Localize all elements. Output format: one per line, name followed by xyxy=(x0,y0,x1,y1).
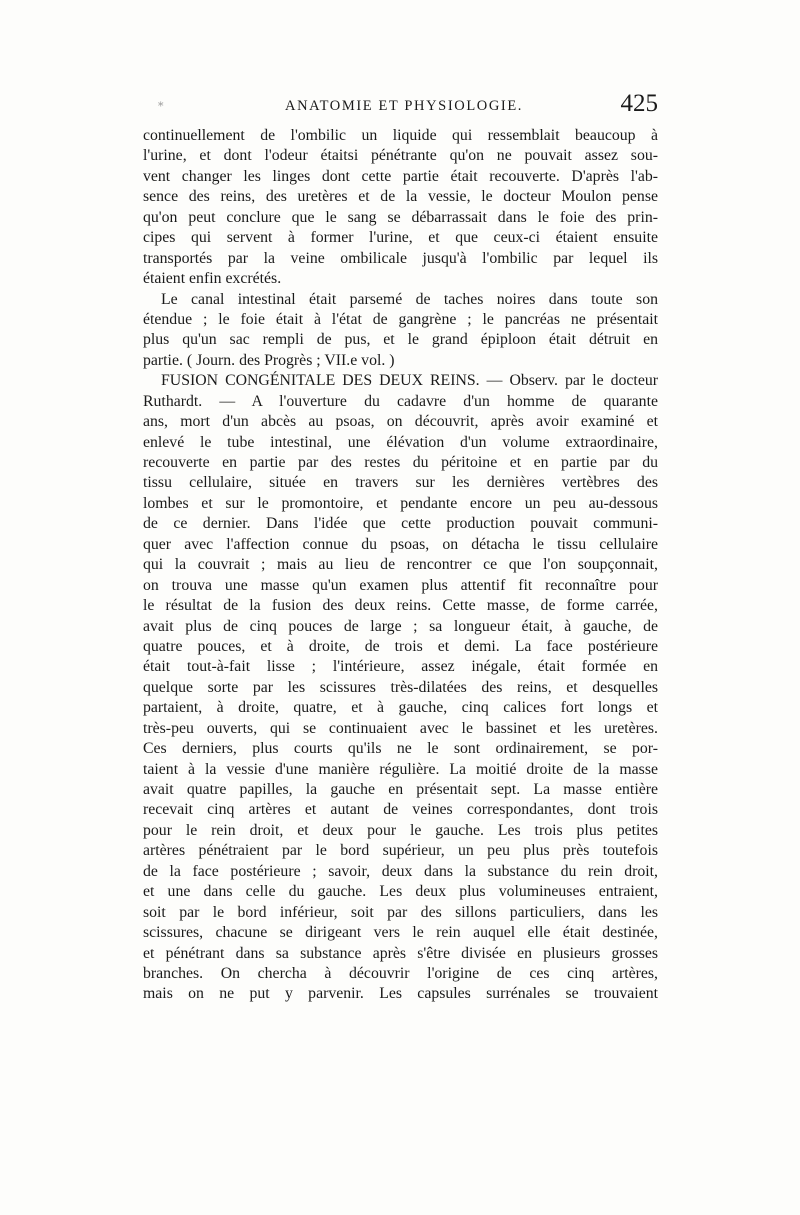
text-line: très-peu ouverts, qui se continuaient avec le bassinet et les uretères. xyxy=(143,719,658,737)
body-text xyxy=(143,126,658,1005)
section-heading-line: FUSION CONGÉNITALE DES DEUX REINS. — Observ. par le docteur xyxy=(161,372,658,390)
text-line: ans, mort d'un abcès au psoas, on découvrit, après avoir examiné et xyxy=(143,413,658,431)
text-line: partie. ( Journ. des Progrès ; VII.e vol. ) xyxy=(143,351,395,369)
text-line: lombes et sur le promontoire, et pendante encore un peu au-dessous xyxy=(143,494,658,512)
ink-speck: ⁎ xyxy=(158,97,164,109)
text-line: avait plus de cinq pouces de large ; sa longueur était, à gauche, de xyxy=(143,617,658,635)
text-line: étaient enfin excrétés. xyxy=(143,270,282,288)
text-line: qui la couvrait ; mais au lieu de rencontrer ce que l'on soupçonnait, xyxy=(143,556,658,574)
page-number: 425 xyxy=(620,90,658,117)
text-line: Ces derniers, plus courts qu'ils ne le sont ordinairement, se por- xyxy=(143,740,658,758)
text-line: plus qu'un sac rempli de pus, et le grand épiploon était détruit en xyxy=(143,331,658,349)
text-line: on trouva une masse qu'un examen plus attentif fit reconnaître pour xyxy=(143,576,658,594)
text-line: quelque sorte par les scissures très-dilatées des reins, et desquelles xyxy=(143,678,658,696)
text-line: mais on ne put y parvenir. Les capsules surrénales se trouvaient xyxy=(143,985,658,1003)
text-line: tissu cellulaire, située en travers sur les dernières vertèbres des xyxy=(143,474,658,492)
text-line: étendue ; le foie était à l'état de gangrène ; le pancréas ne présentait xyxy=(143,310,658,328)
text-line: était tout-à-fait lisse ; l'intérieure, assez inégale, était formée en xyxy=(143,658,658,676)
text-line: quer avec l'affection connue du psoas, on détacha le tissu cellulaire xyxy=(143,535,658,553)
text-line: de ce dernier. Dans l'idée que cette production pouvait communi- xyxy=(143,515,658,533)
text-line: qu'on peut conclure que le sang se débarrassait dans le foie des prin- xyxy=(143,208,658,226)
text-line: pour le rein droit, et deux pour le gauche. Les trois plus petites xyxy=(143,821,658,839)
text-line: recevait cinq artères et autant de veines correspondantes, dont trois xyxy=(143,801,658,819)
text-line: scissures, chacune se dirigeant vers le rein auquel elle était destinée, xyxy=(143,924,658,942)
text-line: et une dans celle du gauche. Les deux plus volumineuses entraient, xyxy=(143,883,658,901)
text-line: recouverte en partie par des restes du péritoine et en partie par du xyxy=(143,454,658,471)
text-line: taient à la vessie d'une manière régulière. La moitié droite de la masse xyxy=(143,760,658,778)
text-line: artères pénétraient par le bord supérieur, un peu plus près toutefois xyxy=(143,842,658,860)
text-line: transportés par la veine ombilicale jusqu'à l'ombilic par lequel ils xyxy=(143,249,658,267)
text-line: enlevé le tube intestinal, une élévation d'un volume extraordinaire, xyxy=(143,433,658,451)
text-line: partaient, à droite, quatre, et à gauche, cinq calices fort longs et xyxy=(143,699,658,717)
text-line: de la face postérieure ; savoir, deux dans la substance du rein droit, xyxy=(143,862,658,880)
text-line: Ruthardt. — A l'ouverture du cadavre d'un homme de quarante xyxy=(143,392,658,410)
running-head xyxy=(145,90,660,124)
text-line: quatre pouces, et à droite, de trois et demi. La face postérieure xyxy=(143,637,658,655)
text-line: continuellement de l'ombilic un liquide qui ressemblait beaucoup à xyxy=(143,127,658,144)
text-line: Le canal intestinal était parsemé de taches noires dans toute son xyxy=(161,290,658,308)
text-line: le résultat de la fusion des deux reins. Cette masse, de forme carrée, xyxy=(143,597,658,615)
text-line: cipes qui servent à former l'urine, et que ceux-ci étaient ensuite xyxy=(143,229,658,247)
text-line: et pénétrant dans sa substance après s'être divisée en plusieurs grosses xyxy=(143,944,658,962)
text-line: l'urine, et dont l'odeur étaitsi pénétrante qu'on ne pouvait assez sou- xyxy=(143,147,658,165)
text-line: vent changer les linges dont cette partie était recouverte. D'après l'ab- xyxy=(143,167,658,185)
text-line: avait quatre papilles, la gauche en présentait sept. La masse entière xyxy=(143,781,658,798)
text-line: branches. On chercha à découvrir l'origine de ces cinq artères, xyxy=(143,964,658,982)
text-line: soit par le bord inférieur, soit par des sillons particuliers, dans les xyxy=(143,903,658,921)
text-line: sence des reins, des uretères et de la vessie, le docteur Moulon pense xyxy=(143,188,658,206)
running-title: ANATOMIE ET PHYSIOLOGIE. xyxy=(285,98,524,114)
